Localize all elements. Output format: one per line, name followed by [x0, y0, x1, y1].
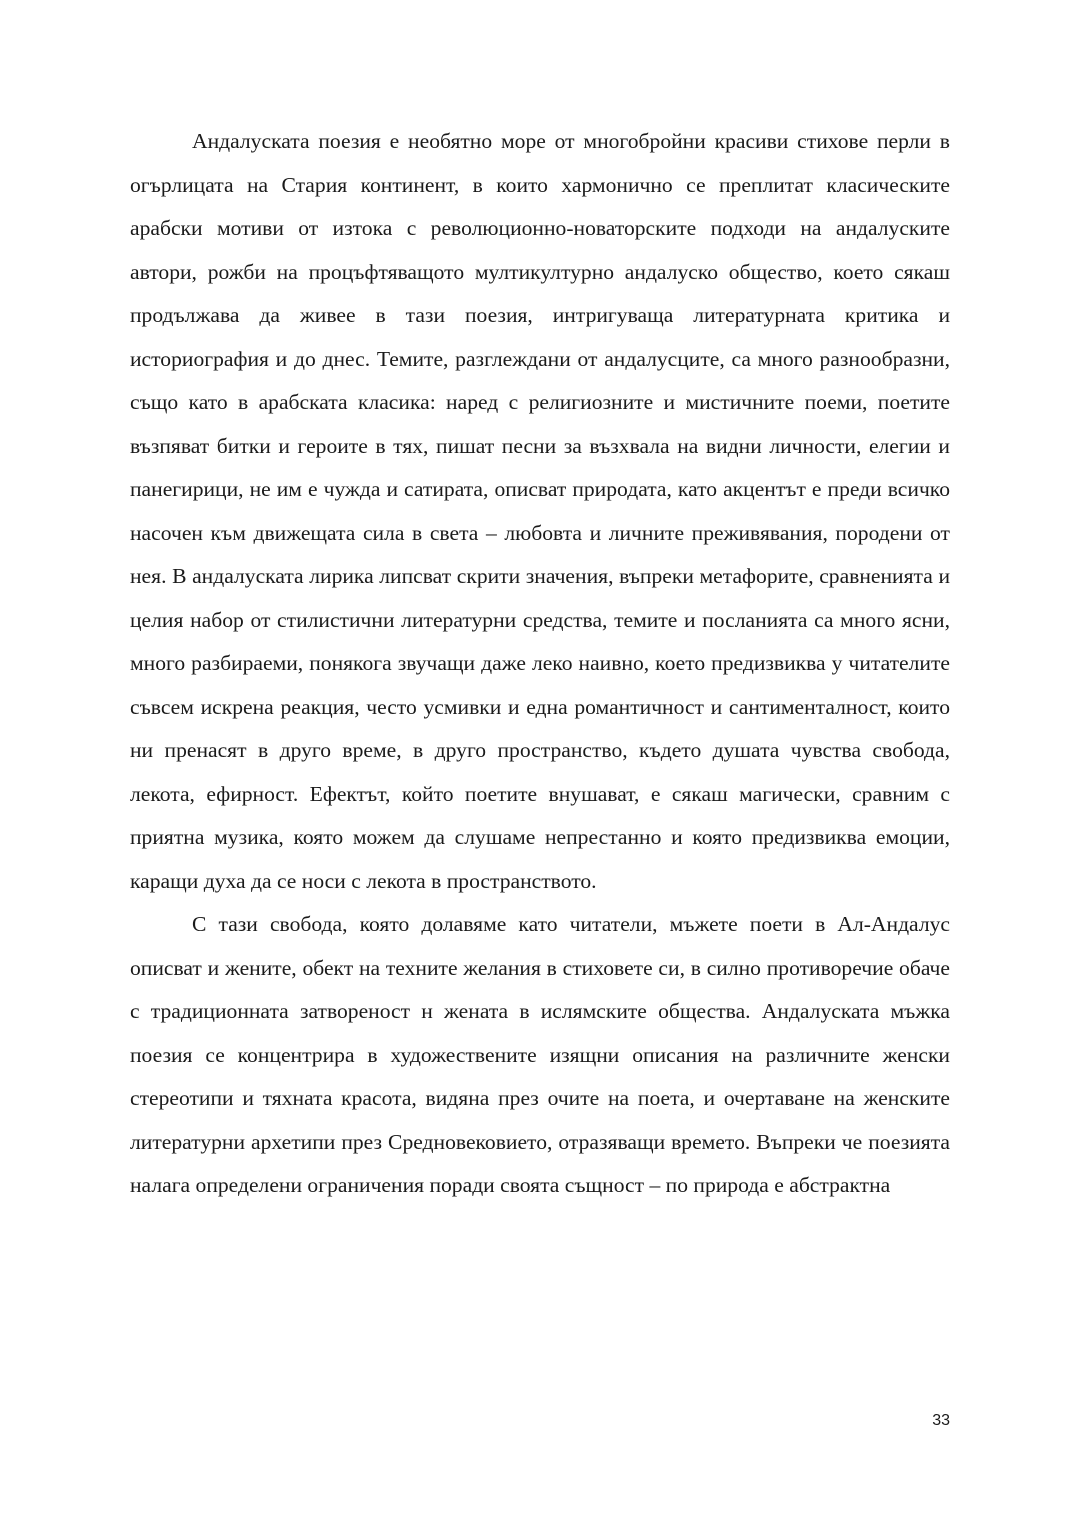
- page-number: 33: [932, 1412, 950, 1429]
- paragraph-1: Андалуската поезия е необятно море от многобройни красиви стихове перли в огърлицата на Стария континент, в които хармонично се преплитат класическите арабски мотиви от изтока с революционно-новаторските подходи на андалуските автори, рожби на процъфтяващото мултикултурно андалуско общество, което сякаш продължава да живее в тази поезия, интригуваща литературната критика и историография и до днес. Темите, разглеждани от андалусците, са много разнообразни, също като в арабската класика: наред с религиозните и мистичните поеми, поетите възпяват битки и героите в тях, пишат песни за възхвала на видни личности, елегии и панегирици, не им е чужда и сатирата, описват природата, като акцентът е преди всичко насочен към движещата сила в света – любовта и личните преживявания, породени от нея. В андалуската лирика липсват скрити значения, въпреки метафорите, сравненията и целия набор от стилистични литературни средства, темите и посланията са много ясни, много разбираеми, понякога звучащи даже леко наивно, което предизвиква у читателите съвсем искрена реакция, често усмивки и една романтичност и сантименталност, които ни пренасят в друго време, в друго пространство, където душата чувства свобода, лекота, ефирност. Ефектът, който поетите внушават, е сякаш магически, сравним с приятна музика, която можем да слушаме непрестанно и която предизвиква емоции, каращи духа да се носи с лекота в пространството.: [130, 129, 950, 893]
- body-text: [130, 120, 950, 1208]
- paragraph-2: С тази свобода, която долавяме като читатели, мъжете поети в Ал-Андалус описват и жените, обект на техните желания в стиховете си, в силно противоречие обаче с традиционната затвореност н жената в ислямските общества. Андалуската мъжка поезия се концентрира в художествените изящни описания на различните женски стереотипи и тяхната красота, видяна през очите на поета, и очертаване на женските литературни архетипи през Средновековието, отразяващи времето. Въпреки че поезията налага определени ограничения поради своята същност – по природа е абстрактна: [130, 912, 950, 1197]
